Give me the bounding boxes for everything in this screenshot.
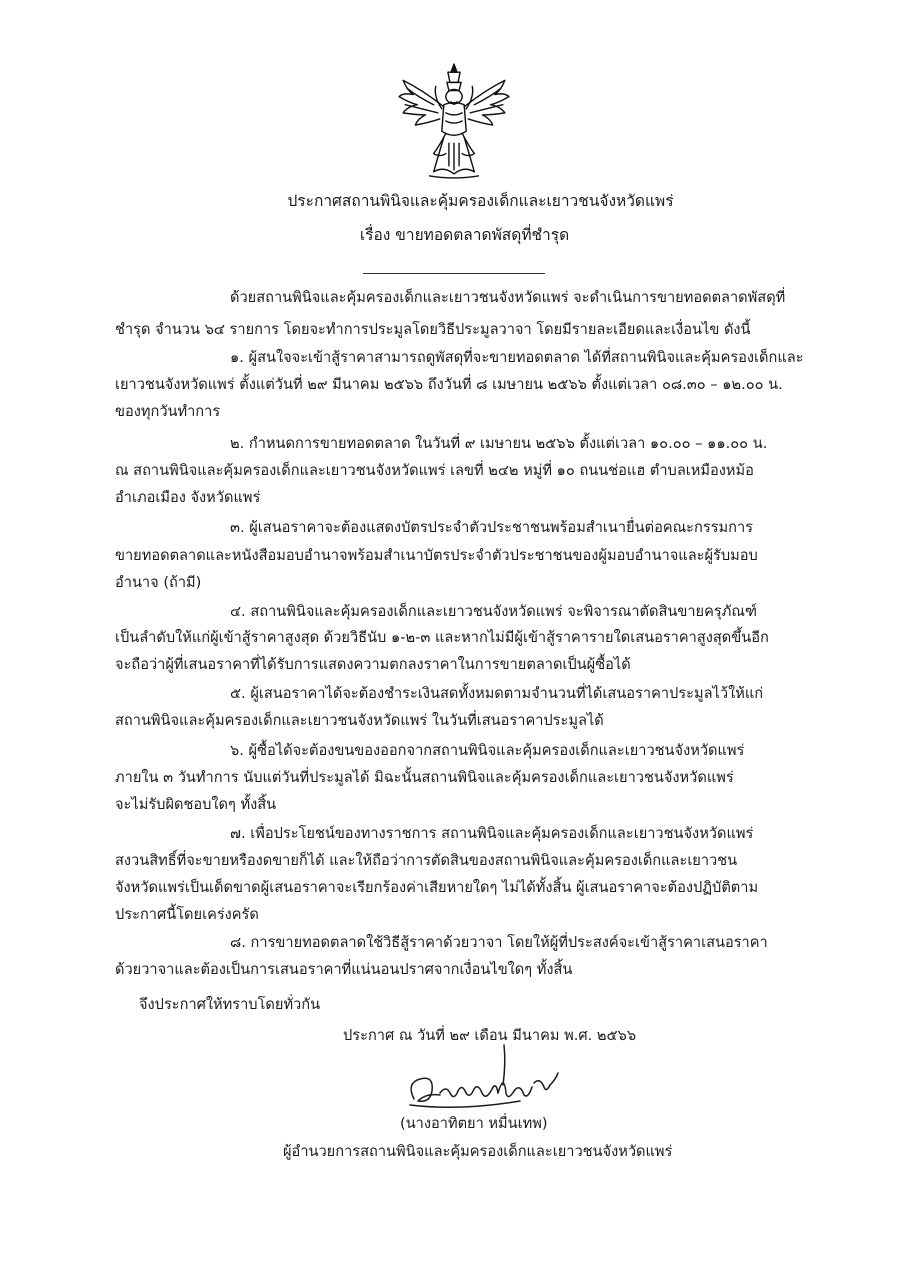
closing-line: จึงประกาศให้ทราบโดยทั่วกัน bbox=[139, 996, 321, 1013]
item6-line-3: จะไม่รับผิดชอบใดๆ ทั้งสิ้น bbox=[115, 796, 277, 813]
item4-line-3: จะถือว่าผู้ที่เสนอราคาที่ได้รับการแสดงความตกลงราคาในการขายตลาดเป็นผู้ซื้อได้ bbox=[115, 656, 631, 673]
item7-line-3: จังหวัดแพร่เป็นเด็ดขาดผู้เสนอราคาจะเรียกร้องค่าเสียหายใดๆ ไม่ได้ทั้งสิ้น ผู้เสนอราคาจะต้องปฏิบัติตาม bbox=[115, 879, 759, 896]
item7-line-4: ประกาศนี้โดยเคร่งครัด bbox=[115, 906, 259, 923]
handwritten-signature bbox=[400, 1043, 570, 1123]
signatory-name: (นางอาทิตยา หมื่นเทพ) bbox=[400, 1115, 548, 1132]
signatory-position: ผู้อำนวยการสถานพินิจและคุ้มครองเด็กและเยาวชนจังหวัดแพร่ bbox=[283, 1143, 673, 1160]
intro-line-2: ชำรุด จำนวน ๖๔ รายการ โดยจะทำการประมูลโดยวิธีประมูลวาจา โดยมีรายละเอียดและเงื่อนไข ดังนี้ bbox=[115, 321, 751, 338]
item2-line-1: ๒. กำหนดการขายทอดตลาด ในวันที่ ๙ เมษายน ๒๕๖๖ ตั้งแต่เวลา ๑๐.๐๐ – ๑๑.๐๐ น. bbox=[230, 435, 768, 452]
item4-line-1: ๔. สถานพินิจและคุ้มครองเด็กและเยาวชนจังหวัดแพร่ จะพิจารณาตัดสินขายครุภัณฑ์ bbox=[230, 603, 757, 620]
item6-line-1: ๖. ผู้ซื้อได้จะต้องขนของออกจากสถานพินิจและคุ้มครองเด็กและเยาวชนจังหวัดแพร่ bbox=[230, 742, 745, 759]
item1-line-3: ของทุกวันทำการ bbox=[115, 403, 221, 420]
intro-line-1: ด้วยสถานพินิจและคุ้มครองเด็กและเยาวชนจังหวัดแพร่ จะดำเนินการขายทอดตลาดพัสดุที่ bbox=[230, 289, 786, 306]
date-line: ประกาศ ณ วันที่ ๒๙ เดือน มีนาคม พ.ศ. ๒๕๖๖ bbox=[343, 1027, 637, 1044]
item2-line-3: อำเภอเมือง จังหวัดแพร่ bbox=[115, 489, 261, 506]
item8-line-2: ด้วยวาจาและต้องเป็นการเสนอราคาที่แน่นอนปราศจากเงื่อนไขใดๆ ทั้งสิ้น bbox=[115, 961, 573, 978]
item7-line-1: ๗. เพื่อประโยชน์ของทางราชการ สถานพินิจและคุ้มครองเด็กและเยาวชนจังหวัดแพร่ bbox=[230, 825, 754, 842]
item6-line-2: ภายใน ๓ วันทำการ นับแต่วันที่ประมูลได้ มิฉะนั้นสถานพินิจและคุ้มครองเด็กและเยาวชนจังหวัดแพร่ bbox=[115, 769, 734, 786]
item8-line-1: ๘. การขายทอดตลาดใช้วิธีสู้ราคาด้วยวาจา โดยให้ผู้ที่ประสงค์จะเข้าสู้ราคาเสนอราคา bbox=[230, 934, 768, 951]
item1-line-2: เยาวชนจังหวัดแพร่ ตั้งแต่วันที่ ๒๙ มีนาคม ๒๕๖๖ ถึงวันที่ ๘ เมษายน ๒๕๖๖ ตั้งแต่เวลา ๐๘.๓๐ – ๑๒.๐๐ น. bbox=[115, 376, 783, 393]
item2-line-2: ณ สถานพินิจและคุ้มครองเด็กและเยาวชนจังหวัดแพร่ เลขที่ ๒๔๒ หมู่ที่ ๑๐ ถนนช่อแฮ ตำบลเหมืองหม้อ bbox=[115, 462, 754, 479]
item4-line-2: เป็นลำดับให้แก่ผู้เข้าสู้ราคาสูงสุด ด้วยวิธีนับ ๑-๒-๓ และหากไม่มีผู้เข้าสู้ราคารายใดเสนอราคาสูงสุดขึ้นอีก bbox=[115, 629, 769, 646]
item5-line-2: สถานพินิจและคุ้มครองเด็กและเยาวชนจังหวัดแพร่ ในวันที่เสนอราคาประมูลได้ bbox=[115, 712, 604, 729]
item5-line-1: ๕. ผู้เสนอราคาได้จะต้องชำระเงินสดทั้งหมดตามจำนวนที่ได้เสนอราคาประมูลไว้ให้แก่ bbox=[230, 685, 764, 702]
announcement-title: ประกาศสถานพินิจและคุ้มครองเด็กและเยาวชนจังหวัดแพร่ bbox=[287, 192, 674, 210]
item7-line-2: สงวนสิทธิ์ที่จะขายหรืองดขายก็ได้ และให้ถือว่าการตัดสินของสถานพินิจและคุ้มครองเด็กและเยาวชน bbox=[115, 852, 738, 869]
item3-line-1: ๓. ผู้เสนอราคาจะต้องแสดงบัตรประจำตัวประชาชนพร้อมสำเนายื่นต่อคณะกรรมการ bbox=[230, 519, 753, 536]
item3-line-3: อำนาจ (ถ้ามี) bbox=[115, 574, 202, 591]
garuda-emblem-icon bbox=[393, 60, 515, 182]
item1-line-1: ๑. ผู้สนใจจะเข้าสู้ราคาสามารถดูพัสดุที่จะขายทอดตลาด ได้ที่สถานพินิจและคุ้มครองเด็กและ bbox=[230, 349, 804, 366]
header-divider bbox=[363, 273, 545, 274]
announcement-subject: เรื่อง ขายทอดตลาดพัสดุที่ชำรุด bbox=[359, 226, 570, 244]
item3-line-2: ขายทอดตลาดและหนังสือมอบอำนาจพร้อมสำเนาบัตรประจำตัวประชาชนของผู้มอบอำนาจและผู้รับมอบ bbox=[115, 547, 758, 564]
